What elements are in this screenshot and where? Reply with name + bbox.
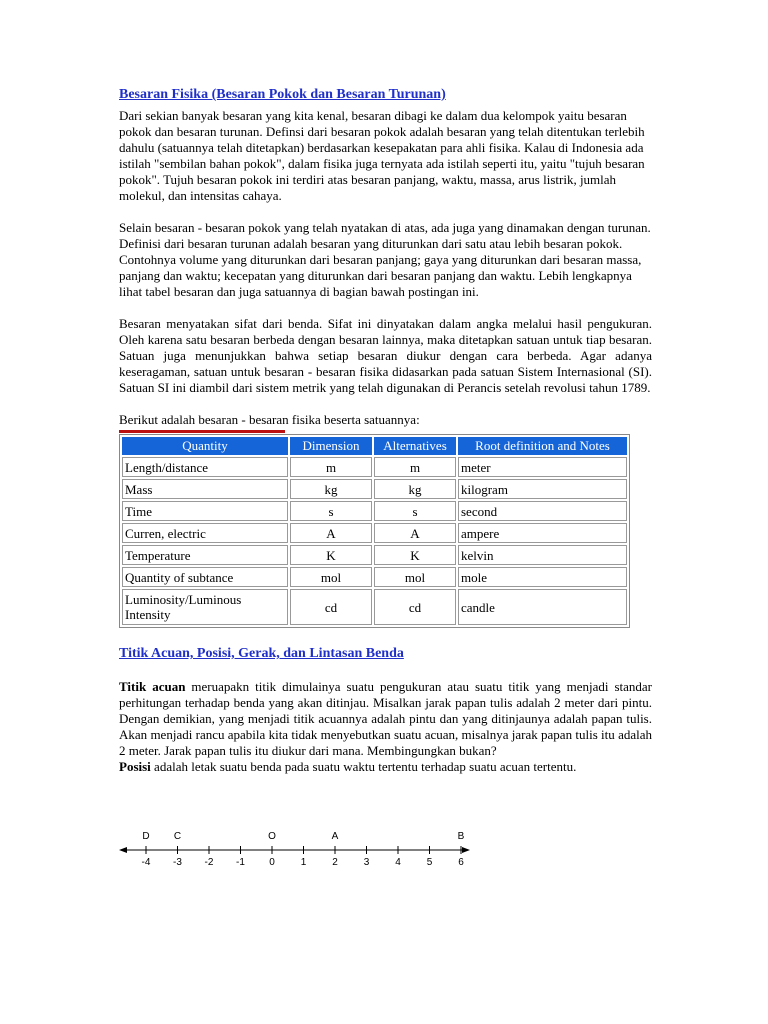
term-posisi: Posisi	[119, 759, 151, 774]
cell-alternatives: kg	[374, 479, 456, 499]
point-label: B	[457, 831, 465, 842]
cell-dimension: m	[290, 457, 372, 477]
header-dimension: Dimension	[290, 437, 372, 455]
cell-dimension: kg	[290, 479, 372, 499]
cell-notes: meter	[458, 457, 627, 477]
cell-dimension: s	[290, 501, 372, 521]
tick-label: -2	[204, 857, 214, 868]
table-row	[122, 589, 627, 625]
cell-quantity: Temperature	[122, 545, 288, 565]
cell-alternatives: K	[374, 545, 456, 565]
tick-label: 4	[395, 857, 401, 868]
cell-quantity: Luminosity/Luminous Intensity	[122, 589, 288, 625]
tick-label: 2	[332, 857, 338, 868]
paragraph-titik-acuan	[119, 679, 652, 759]
quantity-table	[119, 434, 630, 628]
table-row	[122, 457, 627, 477]
cell-quantity: Curren, electric	[122, 523, 288, 543]
cell-notes: second	[458, 501, 627, 521]
number-line-diagram	[119, 828, 479, 870]
cell-alternatives: mol	[374, 567, 456, 587]
cell-alternatives: m	[374, 457, 456, 477]
cell-quantity: Length/distance	[122, 457, 288, 477]
cell-alternatives: s	[374, 501, 456, 521]
article-content	[119, 86, 652, 775]
paragraph-1: Dari sekian banyak besaran yang kita kenal, besaran dibagi ke dalam dua kelompok yaitu besaran pokok dan besaran turunan. Definsi dari besaran pokok adalah besaran yang telah ditentukan terlebih dahulu (satuannya telah ditetapkan) berdasarkan kesepakatan para ahli fisika. Kalau di Indonesia ada istilah "sembilan bahan pokok", dalam fisika juga ternyata ada istilah seperti itu, yaitu "tujuh besaran pokok". Tujuh besaran pokok ini terdiri atas besaran panjang, waktu, massa, arus listrik, jumlah molekul, dan intensitas cahaya.	[119, 108, 645, 203]
table-header-row	[122, 437, 627, 455]
red-divider	[119, 430, 285, 433]
header-quantity: Quantity	[122, 437, 288, 455]
cell-notes: kelvin	[458, 545, 627, 565]
header-alternatives: Alternatives	[374, 437, 456, 455]
cell-notes: kilogram	[458, 479, 627, 499]
table-row	[122, 545, 627, 565]
posisi-text: adalah letak suatu benda pada suatu waktu tertentu terhadap suatu acuan tertentu.	[150, 759, 577, 774]
tick-label: -3	[173, 857, 182, 868]
tick-label: 1	[300, 857, 307, 868]
table-row	[122, 479, 627, 499]
cell-quantity: Mass	[122, 479, 288, 499]
cell-notes: mole	[458, 567, 627, 587]
section-title-titik-acuan[interactable]: Titik Acuan, Posisi, Gerak, dan Lintasan Benda	[119, 646, 404, 661]
cell-notes: candle	[458, 589, 627, 625]
tick-label: 5	[426, 857, 433, 868]
cell-quantity: Time	[122, 501, 288, 521]
table-row	[122, 567, 627, 587]
number-line-points	[142, 831, 464, 842]
cell-dimension: mol	[290, 567, 372, 587]
paragraph-2: Selain besaran - besaran pokok yang telah nyatakan di atas, ada juga yang dinamakan dengan turunan. Definisi dari besaran turunan adalah besaran yang diturunkan dari satu atau lebih besaran pokok. Contohnya volume yang diturunkan dari besaran panjang; gaya yang diturunkan dari besaran massa, panjang dan waktu; kecepatan yang diturunkan dari besaran panjang dan waktu. Lebih lengkapnya lihat tabel besaran dan juga satuannya di bagian bawah postingan ini.	[119, 220, 651, 299]
term-titik-acuan: Titik acuan	[119, 679, 186, 694]
section-title-besaran-fisika[interactable]: Besaran Fisika (Besaran Pokok dan Besaran Turunan)	[119, 87, 446, 102]
tick-label: -1	[236, 857, 245, 868]
cell-dimension: K	[290, 545, 372, 565]
paragraph-posisi	[119, 759, 652, 775]
cell-notes: ampere	[458, 523, 627, 543]
table-row	[122, 501, 627, 521]
point-label: D	[142, 831, 150, 842]
header-root-definition: Root definition and Notes	[458, 437, 627, 455]
tick-label: 3	[363, 857, 370, 868]
table-row	[122, 523, 627, 543]
cell-alternatives: cd	[374, 589, 456, 625]
cell-dimension: A	[290, 523, 372, 543]
titik-acuan-text: meruapakn titik dimulainya suatu pengukuran atau suatu titik yang menjadi standar perhitungan terhadap benda yang akan ditinjau. Misalkan jarak papan tulis adalah 2 meter dari pintu. Dengan demikian, yang menjadi titik acuannya adalah pintu dan yang ditinjaunya adalah papan tulis. Akan menjadi rancu apabila kita tidak menyebutkan suatu acuan, misalnya jarak papan tulis itu adalah 2 meter. Jarak papan tulis itu diukur dari mana. Membingungkan bukan?	[119, 679, 652, 758]
point-label: O	[268, 831, 276, 842]
cell-quantity: Quantity of subtance	[122, 567, 288, 587]
arrow-right-icon	[462, 847, 470, 853]
point-label: C	[173, 831, 182, 842]
tick-label: 6	[458, 857, 464, 868]
paragraph-3: Besaran menyatakan sifat dari benda. Sifat ini dinyatakan dalam angka melalui hasil pengukuran. Oleh karena satu besaran berbeda dengan besaran lainnya, maka ditetapkan satuan untuk tiap besaran. Satuan juga menunjukkan bahwa setiap besaran diukur dengan cara berbeda. Agar adanya keseragaman, satuan untuk besaran - besaran fisika didasarkan pada satuan Sistem Internasional (SI). Satuan SI ini diambil dari sistem metrik yang telah digunakan di Perancis setelah revolusi tahun 1789.	[119, 316, 652, 395]
arrow-left-icon	[119, 847, 127, 853]
point-label: A	[331, 831, 339, 842]
cell-alternatives: A	[374, 523, 456, 543]
tick-label: -4	[141, 857, 151, 868]
cell-dimension: cd	[290, 589, 372, 625]
number-line-ticks	[142, 846, 465, 868]
table-intro: Berikut adalah besaran - besaran fisika beserta satuannya:	[119, 412, 420, 427]
tick-label: 0	[269, 857, 275, 868]
